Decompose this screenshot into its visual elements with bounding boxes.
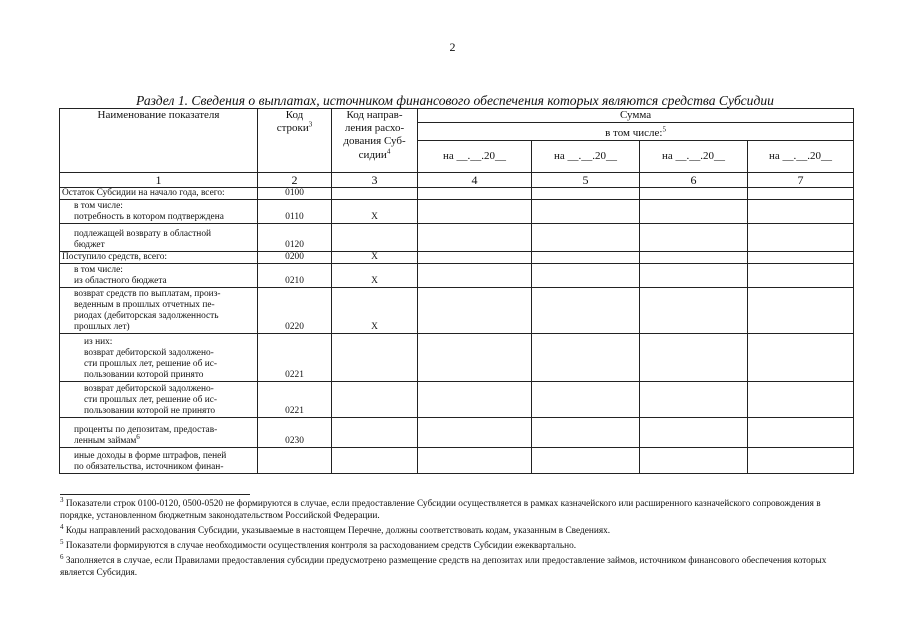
footnote-number: 5 xyxy=(60,538,64,547)
row-name-line: бюджет xyxy=(74,240,105,251)
row-name xyxy=(60,418,258,448)
footnote-number: 6 xyxy=(60,553,64,562)
footnote xyxy=(60,540,850,552)
row-direction xyxy=(332,188,418,200)
row-name xyxy=(60,252,258,264)
amount-cell[interactable] xyxy=(748,288,854,334)
column-number: 1 xyxy=(60,173,258,188)
row-name-line: по обязательства, источником финан- xyxy=(74,462,224,473)
amount-cell[interactable] xyxy=(418,448,532,474)
amount-cell[interactable] xyxy=(418,334,532,382)
amount-cell[interactable] xyxy=(640,264,748,288)
row-code: 0110 xyxy=(258,200,332,224)
row-direction xyxy=(332,418,418,448)
header-name: Наименование показателя xyxy=(60,109,258,173)
amount-cell[interactable] xyxy=(418,200,532,224)
row-name-line: сти прошлых лет, решение об ис- xyxy=(84,395,218,406)
row-code: 0221 xyxy=(258,382,332,418)
footnote xyxy=(60,555,850,579)
row-direction xyxy=(332,382,418,418)
amount-cell[interactable] xyxy=(748,224,854,252)
column-number: 6 xyxy=(640,173,748,188)
table-header xyxy=(60,109,854,173)
row-name xyxy=(60,188,258,200)
row-name-line: Поступило средств, всего: xyxy=(62,252,167,263)
column-number: 2 xyxy=(258,173,332,188)
row-direction: X xyxy=(332,200,418,224)
footnote-text: Заполняется в случае, если Правилами предоставления субсидии предусмотрено размещение средств на депозитах или предоставление займов, источником финансового обеспечения которых является Субсидия. xyxy=(60,556,827,579)
footnote-text: Показатели формируются в случае необходимости осуществления контроля за расходованием средств Субсидии ежеквартально. xyxy=(65,541,577,552)
column-number: 5 xyxy=(532,173,640,188)
row-name-line: прошлых лет) xyxy=(74,322,130,333)
table-row xyxy=(60,264,854,288)
header-code: Код строки$^3$ xyxy=(258,109,332,173)
amount-cell[interactable] xyxy=(640,382,748,418)
amount-cell[interactable] xyxy=(748,264,854,288)
row-name-line: пользовании которой не принято xyxy=(84,406,216,417)
column-number: 4 xyxy=(418,173,532,188)
row-code xyxy=(258,448,332,474)
table-row xyxy=(60,200,854,224)
row-direction xyxy=(332,334,418,382)
row-name-line: возврат дебиторской задолжено- xyxy=(84,384,214,395)
table-body xyxy=(60,173,854,474)
footnote xyxy=(60,495,850,522)
footnote-number: 4 xyxy=(60,523,64,532)
row-name-line: в том числе: xyxy=(74,265,123,276)
amount-cell[interactable] xyxy=(640,224,748,252)
amount-cell[interactable] xyxy=(640,200,748,224)
amount-cell[interactable] xyxy=(532,264,640,288)
table-row xyxy=(60,418,854,448)
row-direction xyxy=(332,224,418,252)
amount-cell[interactable] xyxy=(532,448,640,474)
column-number: 7 xyxy=(748,173,854,188)
footnote xyxy=(60,525,850,537)
row-code: 0100 xyxy=(258,188,332,200)
table-row xyxy=(60,188,854,200)
table-row xyxy=(60,252,854,264)
row-code: 0210 xyxy=(258,264,332,288)
row-code: 0221 xyxy=(258,334,332,382)
row-name-line: возврат средств по выплатам, произ- xyxy=(74,289,221,300)
column-number: 3 xyxy=(332,173,418,188)
amount-cell[interactable] xyxy=(532,418,640,448)
amount-cell[interactable] xyxy=(748,418,854,448)
column-numbers-row xyxy=(60,173,854,188)
amount-cell[interactable] xyxy=(748,448,854,474)
amount-cell[interactable] xyxy=(418,382,532,418)
row-code: 0120 xyxy=(258,224,332,252)
row-direction: X xyxy=(332,264,418,288)
row-name xyxy=(60,382,258,418)
amount-cell[interactable] xyxy=(640,448,748,474)
row-code: 0220 xyxy=(258,288,332,334)
amount-cell[interactable] xyxy=(748,200,854,224)
row-name xyxy=(60,264,258,288)
row-name-line: риодах (дебиторская задолженность xyxy=(74,311,219,322)
table-row xyxy=(60,334,854,382)
row-direction xyxy=(332,448,418,474)
amount-cell[interactable] xyxy=(532,188,640,200)
row-name-line: проценты по депозитам, предостав- xyxy=(74,425,218,436)
amount-cell[interactable] xyxy=(748,334,854,382)
table-row xyxy=(60,224,854,252)
row-name-line: подлежащей возврату в областной xyxy=(74,229,212,240)
row-code: 0230 xyxy=(258,418,332,448)
amount-cell[interactable] xyxy=(640,418,748,448)
row-name-line: пользовании которой принято xyxy=(84,370,204,381)
amount-cell[interactable] xyxy=(640,334,748,382)
row-name-line: из областного бюджета xyxy=(74,276,167,287)
amount-cell[interactable] xyxy=(640,288,748,334)
row-name xyxy=(60,288,258,334)
amount-cell[interactable] xyxy=(418,288,532,334)
amount-cell[interactable] xyxy=(418,252,532,264)
subsidy-payments-table xyxy=(59,108,854,474)
row-name-line: в том числе: xyxy=(74,201,123,212)
footnotes xyxy=(60,495,850,582)
footnote-number: 3 xyxy=(60,495,64,504)
row-name xyxy=(60,334,258,382)
amount-cell[interactable] xyxy=(640,188,748,200)
amount-cell[interactable] xyxy=(532,224,640,252)
row-name-line: из них: xyxy=(84,337,113,348)
row-name xyxy=(60,200,258,224)
page-number: 2 xyxy=(449,40,456,54)
footnote-divider xyxy=(60,494,250,495)
header-period-3: на __.__.20__ xyxy=(640,141,748,173)
header-period-1: на __.__.20__ xyxy=(418,141,532,173)
row-name-line: потребность в котором подтверждена xyxy=(74,212,224,223)
amount-cell[interactable] xyxy=(748,382,854,418)
row-name xyxy=(60,224,258,252)
amount-cell[interactable] xyxy=(418,418,532,448)
row-name-line: веденным в прошлых отчетных пе- xyxy=(74,300,215,311)
amount-cell[interactable] xyxy=(748,188,854,200)
amount-cell[interactable] xyxy=(532,334,640,382)
row-name-line: Остаток Субсидии на начало года, всего: xyxy=(62,188,225,199)
header-direction: Код направ- ления расхо- дования Суб- сидии$^4$ xyxy=(332,109,418,173)
header-sum: Сумма xyxy=(418,109,854,123)
amount-cell[interactable] xyxy=(640,252,748,264)
amount-cell[interactable] xyxy=(418,224,532,252)
header-including: в том числе:$^5$ xyxy=(418,123,854,141)
row-name-line: возврат дебиторской задолжено- xyxy=(84,348,214,359)
row-direction: X xyxy=(332,288,418,334)
amount-cell[interactable] xyxy=(532,200,640,224)
row-footnote-ref: 6 xyxy=(136,433,140,442)
row-direction: X xyxy=(332,252,418,264)
row-name-line: ленным займам xyxy=(74,436,137,447)
row-code: 0200 xyxy=(258,252,332,264)
section-title: Раздел 1. Сведения о выплатах, источником финансового обеспечения которых являются средства Субсидии xyxy=(136,93,774,108)
footnote-text: Коды направлений расходования Субсидии, указываемые в настоящем Перечне, должны соответствовать кодам, указанным в Сведениях. xyxy=(65,526,611,537)
amount-cell[interactable] xyxy=(532,382,640,418)
row-name-line: иные доходы в форме штрафов, пеней xyxy=(74,451,227,462)
amount-cell[interactable] xyxy=(418,188,532,200)
amount-cell[interactable] xyxy=(748,252,854,264)
table-row xyxy=(60,382,854,418)
row-name xyxy=(60,448,258,474)
amount-cell[interactable] xyxy=(532,252,640,264)
amount-cell[interactable] xyxy=(532,288,640,334)
header-period-2: на __.__.20__ xyxy=(532,141,640,173)
amount-cell[interactable] xyxy=(418,264,532,288)
row-name-line: сти прошлых лет, решение об ис- xyxy=(84,359,218,370)
table-row xyxy=(60,288,854,334)
table-row xyxy=(60,448,854,474)
header-period-4: на __.__.20__ xyxy=(748,141,854,173)
footnote-text: Показатели строк 0100-0120, 0500-0520 не формируются в случае, если предоставление Субсидии осуществляется в рамках казначейского или расширенного казначейского сопровождения в порядке, установленном бюджетным законодательством Российской Федерации. xyxy=(60,499,821,522)
